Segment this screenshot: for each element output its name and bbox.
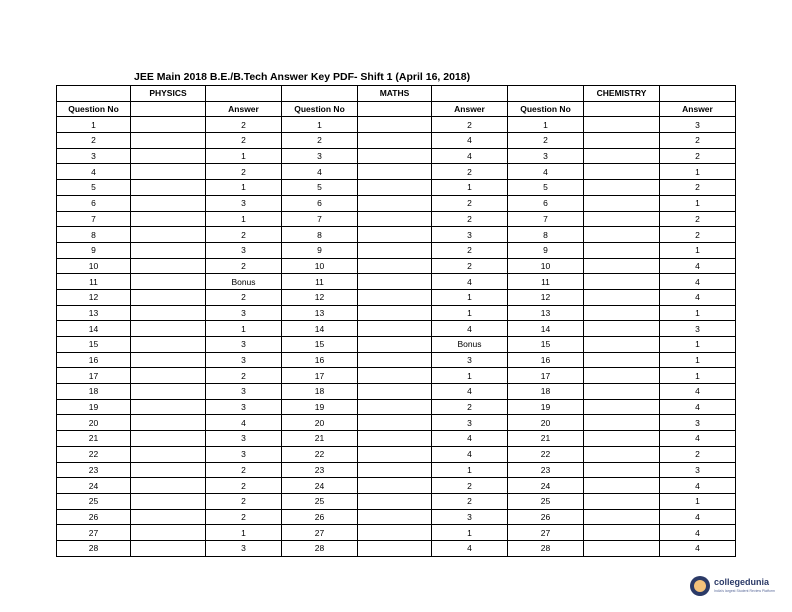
blank-cell [358, 399, 432, 415]
maths-answer: 2 [432, 478, 508, 494]
table-row [57, 384, 736, 400]
chemistry-question-no: 20 [508, 415, 584, 431]
physics-question-no: 16 [57, 352, 131, 368]
blank-cell [131, 195, 206, 211]
answer-key-table [56, 85, 736, 557]
blank-cell [131, 415, 206, 431]
blank-cell [358, 133, 432, 149]
blank-cell [584, 274, 660, 290]
chemistry-question-no: 22 [508, 446, 584, 462]
maths-question-no: 4 [282, 164, 358, 180]
blank-cell [131, 446, 206, 462]
blank-cell [358, 180, 432, 196]
blank-cell [131, 399, 206, 415]
chemistry-question-no: 25 [508, 493, 584, 509]
blank-cell [131, 478, 206, 494]
maths-question-no: 19 [282, 399, 358, 415]
blank-cell [358, 509, 432, 525]
blank-cell [131, 227, 206, 243]
chemistry-answer: 4 [660, 289, 736, 305]
blank-cell [358, 289, 432, 305]
maths-answer: 4 [432, 133, 508, 149]
chemistry-question-no: 6 [508, 195, 584, 211]
physics-answer: 3 [206, 399, 282, 415]
header-answer: Answer [432, 101, 508, 117]
physics-question-no: 21 [57, 431, 131, 447]
blank-cell [131, 431, 206, 447]
table-row [57, 540, 736, 556]
blank-cell [131, 462, 206, 478]
chemistry-question-no: 23 [508, 462, 584, 478]
chemistry-answer: 1 [660, 352, 736, 368]
maths-question-no: 9 [282, 242, 358, 258]
blank-cell [131, 384, 206, 400]
blank-cell [358, 148, 432, 164]
subject-chemistry: CHEMISTRY [584, 86, 660, 102]
maths-answer: 2 [432, 195, 508, 211]
blank-cell [584, 525, 660, 541]
blank-cell [584, 117, 660, 133]
maths-answer: 4 [432, 321, 508, 337]
maths-question-no: 27 [282, 525, 358, 541]
maths-answer: 4 [432, 148, 508, 164]
maths-answer: 4 [432, 540, 508, 556]
maths-answer: 1 [432, 305, 508, 321]
chemistry-answer: 2 [660, 227, 736, 243]
maths-question-no: 13 [282, 305, 358, 321]
maths-answer: 4 [432, 446, 508, 462]
chemistry-question-no: 10 [508, 258, 584, 274]
blank-cell [358, 384, 432, 400]
blank-cell [358, 540, 432, 556]
chemistry-question-no: 9 [508, 242, 584, 258]
blank-cell [584, 415, 660, 431]
table-row [57, 242, 736, 258]
physics-answer: 2 [206, 493, 282, 509]
chemistry-question-no: 18 [508, 384, 584, 400]
physics-answer: 1 [206, 148, 282, 164]
blank-cell [358, 305, 432, 321]
blank-cell [131, 368, 206, 384]
table-row [57, 525, 736, 541]
table-row [57, 164, 736, 180]
chemistry-answer: 3 [660, 321, 736, 337]
physics-question-no: 12 [57, 289, 131, 305]
physics-answer: 2 [206, 117, 282, 133]
table-row [57, 195, 736, 211]
header-answer: Answer [206, 101, 282, 117]
physics-answer: 1 [206, 525, 282, 541]
chemistry-answer: 1 [660, 164, 736, 180]
chemistry-answer: 1 [660, 305, 736, 321]
maths-answer: 2 [432, 258, 508, 274]
blank-cell [584, 195, 660, 211]
chemistry-question-no: 2 [508, 133, 584, 149]
chemistry-question-no: 27 [508, 525, 584, 541]
column-header-row [57, 101, 736, 117]
blank-cell [358, 195, 432, 211]
physics-answer: 3 [206, 540, 282, 556]
physics-question-no: 1 [57, 117, 131, 133]
chemistry-answer: 1 [660, 368, 736, 384]
physics-answer: 3 [206, 384, 282, 400]
chemistry-question-no: 13 [508, 305, 584, 321]
chemistry-question-no: 28 [508, 540, 584, 556]
maths-question-no: 28 [282, 540, 358, 556]
maths-answer: 1 [432, 525, 508, 541]
maths-answer: 1 [432, 462, 508, 478]
blank-cell [358, 431, 432, 447]
table-row [57, 352, 736, 368]
header-question-no: Question No [508, 101, 584, 117]
blank-cell [131, 148, 206, 164]
blank-cell [584, 431, 660, 447]
blank-cell [358, 258, 432, 274]
collegedunia-logo [690, 574, 780, 600]
maths-question-no: 23 [282, 462, 358, 478]
chemistry-answer: 4 [660, 478, 736, 494]
blank-cell [584, 148, 660, 164]
physics-question-no: 17 [57, 368, 131, 384]
chemistry-question-no: 15 [508, 337, 584, 353]
table-row [57, 493, 736, 509]
physics-question-no: 26 [57, 509, 131, 525]
chemistry-question-no: 24 [508, 478, 584, 494]
header-question-no: Question No [282, 101, 358, 117]
blank-cell [131, 164, 206, 180]
physics-answer: 2 [206, 368, 282, 384]
physics-answer: 2 [206, 164, 282, 180]
physics-question-no: 2 [57, 133, 131, 149]
blank-cell [584, 305, 660, 321]
physics-question-no: 9 [57, 242, 131, 258]
maths-question-no: 16 [282, 352, 358, 368]
blank-cell [584, 242, 660, 258]
physics-answer: 1 [206, 211, 282, 227]
physics-answer: 3 [206, 352, 282, 368]
blank-cell [584, 368, 660, 384]
physics-question-no: 27 [57, 525, 131, 541]
chemistry-question-no: 7 [508, 211, 584, 227]
physics-answer: 3 [206, 337, 282, 353]
table-row [57, 305, 736, 321]
chemistry-question-no: 12 [508, 289, 584, 305]
blank-cell [358, 321, 432, 337]
table-row [57, 321, 736, 337]
maths-question-no: 8 [282, 227, 358, 243]
physics-question-no: 24 [57, 478, 131, 494]
blank-cell [358, 164, 432, 180]
blank-cell [584, 493, 660, 509]
chemistry-answer: 4 [660, 540, 736, 556]
maths-answer: 2 [432, 399, 508, 415]
table-row [57, 289, 736, 305]
blank-cell [358, 274, 432, 290]
blank-cell [584, 462, 660, 478]
blank-cell [358, 352, 432, 368]
table-row [57, 258, 736, 274]
maths-question-no: 24 [282, 478, 358, 494]
chemistry-question-no: 17 [508, 368, 584, 384]
blank-cell [131, 211, 206, 227]
chemistry-question-no: 3 [508, 148, 584, 164]
maths-question-no: 5 [282, 180, 358, 196]
physics-answer: 3 [206, 446, 282, 462]
table-row [57, 446, 736, 462]
maths-answer: 4 [432, 384, 508, 400]
logo-tagline: India's largest Student Review Platform [714, 589, 775, 593]
chemistry-answer: 2 [660, 446, 736, 462]
physics-question-no: 3 [57, 148, 131, 164]
table-row [57, 133, 736, 149]
chemistry-answer: 4 [660, 274, 736, 290]
physics-answer: 2 [206, 258, 282, 274]
physics-question-no: 13 [57, 305, 131, 321]
physics-answer: 3 [206, 431, 282, 447]
maths-question-no: 25 [282, 493, 358, 509]
physics-answer: 2 [206, 227, 282, 243]
physics-question-no: 6 [57, 195, 131, 211]
chemistry-question-no: 11 [508, 274, 584, 290]
blank-cell [584, 321, 660, 337]
maths-answer: 2 [432, 164, 508, 180]
chemistry-answer: 4 [660, 431, 736, 447]
physics-answer: 2 [206, 478, 282, 494]
chemistry-answer: 1 [660, 195, 736, 211]
chemistry-answer: 1 [660, 337, 736, 353]
maths-question-no: 26 [282, 509, 358, 525]
blank-cell [584, 133, 660, 149]
maths-question-no: 12 [282, 289, 358, 305]
physics-answer: 3 [206, 242, 282, 258]
blank-cell [131, 321, 206, 337]
physics-answer: 2 [206, 133, 282, 149]
maths-question-no: 7 [282, 211, 358, 227]
chemistry-answer: 2 [660, 133, 736, 149]
physics-question-no: 7 [57, 211, 131, 227]
blank-cell [131, 509, 206, 525]
blank-cell [584, 180, 660, 196]
physics-question-no: 28 [57, 540, 131, 556]
table-row [57, 399, 736, 415]
table-row [57, 117, 736, 133]
physics-answer: 4 [206, 415, 282, 431]
blank-cell [131, 525, 206, 541]
maths-answer: 1 [432, 289, 508, 305]
maths-question-no: 6 [282, 195, 358, 211]
maths-question-no: 11 [282, 274, 358, 290]
maths-question-no: 20 [282, 415, 358, 431]
physics-question-no: 14 [57, 321, 131, 337]
chemistry-answer: 4 [660, 509, 736, 525]
blank-cell [131, 133, 206, 149]
blank-cell [358, 337, 432, 353]
maths-question-no: 14 [282, 321, 358, 337]
blank-cell [131, 289, 206, 305]
blank-cell [584, 164, 660, 180]
blank-cell [358, 415, 432, 431]
maths-answer: 3 [432, 509, 508, 525]
maths-question-no: 1 [282, 117, 358, 133]
chemistry-answer: 2 [660, 180, 736, 196]
blank-cell [584, 211, 660, 227]
physics-question-no: 11 [57, 274, 131, 290]
physics-answer: 3 [206, 305, 282, 321]
chemistry-answer: 3 [660, 415, 736, 431]
table-row [57, 180, 736, 196]
blank-cell [584, 258, 660, 274]
blank-cell [131, 352, 206, 368]
blank-cell [358, 227, 432, 243]
physics-question-no: 5 [57, 180, 131, 196]
chemistry-question-no: 19 [508, 399, 584, 415]
subject-header-row [57, 86, 736, 102]
physics-question-no: 15 [57, 337, 131, 353]
maths-question-no: 17 [282, 368, 358, 384]
table-row [57, 227, 736, 243]
blank-cell [584, 399, 660, 415]
chemistry-answer: 4 [660, 525, 736, 541]
logo-name: collegedunia [714, 577, 770, 587]
physics-question-no: 18 [57, 384, 131, 400]
blank-cell [131, 337, 206, 353]
chemistry-question-no: 21 [508, 431, 584, 447]
physics-answer: 3 [206, 195, 282, 211]
chemistry-answer: 2 [660, 148, 736, 164]
chemistry-answer: 4 [660, 399, 736, 415]
blank-cell [584, 446, 660, 462]
physics-answer: 1 [206, 321, 282, 337]
blank-cell [358, 478, 432, 494]
blank-cell [584, 352, 660, 368]
table-row [57, 478, 736, 494]
maths-answer: 2 [432, 211, 508, 227]
page-title: JEE Main 2018 B.E./B.Tech Answer Key PDF- Shift 1 (April 16, 2018) [134, 71, 471, 83]
chemistry-answer: 3 [660, 462, 736, 478]
blank-cell [358, 211, 432, 227]
collegedunia-logo-icon [690, 576, 710, 596]
physics-question-no: 8 [57, 227, 131, 243]
blank-cell [131, 258, 206, 274]
blank-cell [131, 117, 206, 133]
blank-cell [358, 525, 432, 541]
maths-question-no: 15 [282, 337, 358, 353]
header-question-no: Question No [57, 101, 131, 117]
blank-cell [131, 305, 206, 321]
chemistry-answer: 4 [660, 258, 736, 274]
maths-answer: 2 [432, 493, 508, 509]
chemistry-question-no: 26 [508, 509, 584, 525]
maths-question-no: 22 [282, 446, 358, 462]
physics-question-no: 20 [57, 415, 131, 431]
physics-question-no: 19 [57, 399, 131, 415]
maths-answer: 2 [432, 117, 508, 133]
blank-cell [584, 289, 660, 305]
maths-question-no: 3 [282, 148, 358, 164]
maths-answer: 2 [432, 242, 508, 258]
blank-cell [584, 337, 660, 353]
physics-answer: 2 [206, 462, 282, 478]
blank-cell [584, 509, 660, 525]
blank-cell [584, 227, 660, 243]
blank-cell [584, 478, 660, 494]
physics-question-no: 22 [57, 446, 131, 462]
physics-answer: 2 [206, 289, 282, 305]
chemistry-question-no: 8 [508, 227, 584, 243]
blank-cell [584, 384, 660, 400]
chemistry-question-no: 16 [508, 352, 584, 368]
maths-question-no: 10 [282, 258, 358, 274]
chemistry-question-no: 1 [508, 117, 584, 133]
physics-answer: 2 [206, 509, 282, 525]
table-row [57, 148, 736, 164]
maths-answer: 3 [432, 352, 508, 368]
maths-answer: Bonus [432, 337, 508, 353]
chemistry-question-no: 14 [508, 321, 584, 337]
table-row [57, 462, 736, 478]
maths-answer: 3 [432, 227, 508, 243]
blank-cell [358, 493, 432, 509]
maths-question-no: 2 [282, 133, 358, 149]
maths-answer: 1 [432, 180, 508, 196]
subject-physics: PHYSICS [131, 86, 206, 102]
table-row [57, 337, 736, 353]
chemistry-answer: 2 [660, 211, 736, 227]
maths-question-no: 21 [282, 431, 358, 447]
blank-cell [358, 117, 432, 133]
maths-answer: 4 [432, 431, 508, 447]
chemistry-answer: 4 [660, 384, 736, 400]
table-row [57, 431, 736, 447]
chemistry-answer: 1 [660, 493, 736, 509]
table-row [57, 509, 736, 525]
maths-answer: 3 [432, 415, 508, 431]
physics-question-no: 10 [57, 258, 131, 274]
blank-cell [131, 180, 206, 196]
table-row [57, 211, 736, 227]
chemistry-answer: 3 [660, 117, 736, 133]
header-answer: Answer [660, 101, 736, 117]
physics-question-no: 23 [57, 462, 131, 478]
maths-question-no: 18 [282, 384, 358, 400]
blank-cell [131, 242, 206, 258]
blank-cell [358, 242, 432, 258]
table-row [57, 368, 736, 384]
chemistry-question-no: 5 [508, 180, 584, 196]
blank-cell [358, 446, 432, 462]
blank-cell [584, 540, 660, 556]
maths-answer: 1 [432, 368, 508, 384]
physics-answer: Bonus [206, 274, 282, 290]
blank-cell [131, 274, 206, 290]
chemistry-answer: 1 [660, 242, 736, 258]
physics-question-no: 4 [57, 164, 131, 180]
blank-cell [358, 368, 432, 384]
chemistry-question-no: 4 [508, 164, 584, 180]
physics-answer: 1 [206, 180, 282, 196]
blank-cell [131, 493, 206, 509]
table-row [57, 274, 736, 290]
physics-question-no: 25 [57, 493, 131, 509]
blank-cell [131, 540, 206, 556]
subject-maths: MATHS [358, 86, 432, 102]
maths-answer: 4 [432, 274, 508, 290]
table-row [57, 415, 736, 431]
blank-cell [358, 462, 432, 478]
